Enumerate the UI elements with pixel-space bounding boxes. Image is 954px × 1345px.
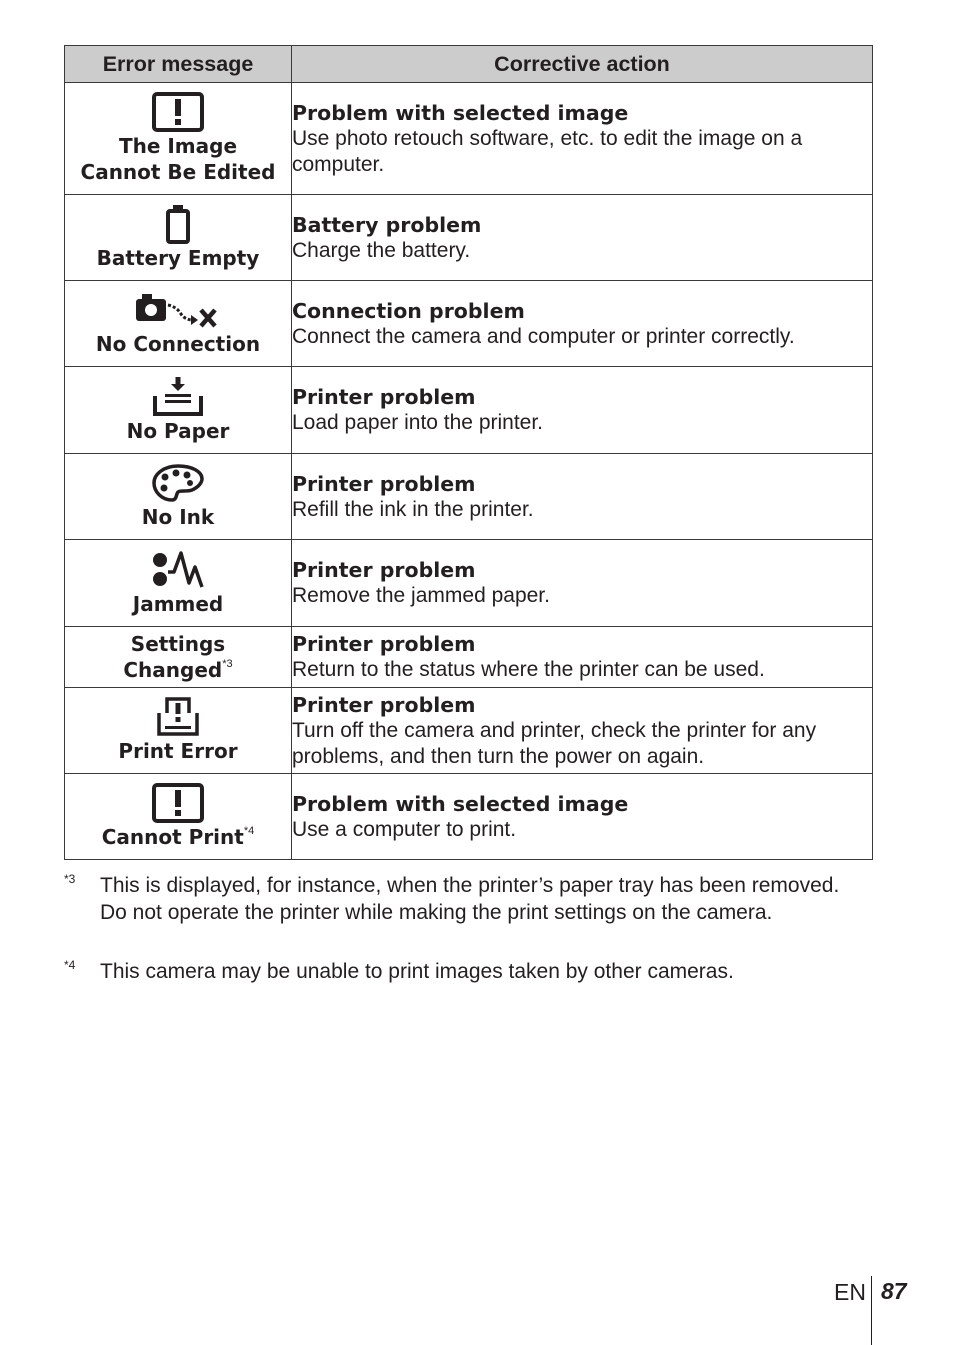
error-message-cell — [65, 688, 292, 774]
error-message-text: Changed — [123, 658, 223, 682]
table-row — [65, 540, 873, 627]
footnote-text: This camera may be unable to print images taken by other cameras. — [100, 960, 734, 983]
error-message-cell — [65, 83, 292, 195]
corrective-action-cell — [292, 83, 873, 195]
corrective-action-cell — [292, 540, 873, 627]
action-text: Turn off the camera and printer, check the printer for any problems, and then turn the power on again. — [292, 718, 817, 768]
table-row — [65, 774, 873, 860]
corrective-action-cell — [292, 367, 873, 454]
footnote — [64, 872, 864, 926]
error-message-line: Jammed — [132, 591, 224, 616]
table-row — [65, 454, 873, 540]
header-error-message: Error message — [65, 46, 292, 83]
error-message-line — [65, 824, 291, 850]
action-title: Printer problem — [292, 692, 476, 717]
corrective-action-cell — [292, 774, 873, 860]
footnote-mark: *4 — [64, 958, 76, 972]
error-message-cell — [65, 627, 292, 688]
action-text: Load paper into the printer. — [292, 411, 544, 434]
error-message-line: Print Error — [118, 739, 238, 763]
footnote-mark: *3 — [64, 872, 76, 886]
printer-error-icon — [156, 697, 200, 737]
footnote-text: This is displayed, for instance, when the printer’s paper tray has been removed. Do not operate the printer while making the print settings on the camera. — [100, 874, 840, 924]
footer-divider — [871, 1276, 872, 1345]
action-text: Connect the camera and computer or printer correctly. — [292, 324, 795, 348]
error-message-cell — [65, 540, 292, 627]
error-message-cell — [65, 774, 292, 860]
footnote-reference: *3 — [222, 658, 233, 670]
exclamation-card-icon — [152, 783, 204, 823]
action-title: Problem with selected image — [292, 791, 629, 816]
corrective-action-cell — [292, 195, 873, 281]
action-text: Charge the battery. — [292, 238, 471, 262]
error-message-line: Cannot Be Edited — [80, 160, 276, 184]
error-message-cell — [65, 454, 292, 540]
error-message-line: No Paper — [126, 418, 230, 443]
table-row — [65, 281, 873, 367]
page-number: 87 — [881, 1278, 907, 1304]
error-message-line — [65, 657, 291, 683]
corrective-action-cell — [292, 688, 873, 774]
footnote — [64, 958, 864, 985]
action-text: Return to the status where the printer can be used. — [292, 658, 765, 681]
table-row — [65, 367, 873, 454]
corrective-action-cell — [292, 627, 873, 688]
table-row — [65, 688, 873, 774]
error-table — [64, 45, 873, 860]
footnote-reference: *4 — [243, 825, 255, 837]
table-row — [65, 83, 873, 195]
action-title: Printer problem — [292, 471, 476, 496]
action-title: Printer problem — [292, 632, 476, 656]
action-title: Printer problem — [292, 558, 476, 582]
corrective-action-cell — [292, 454, 873, 540]
error-message-text: Cannot Print — [101, 825, 244, 849]
error-message-cell — [65, 195, 292, 281]
action-title: Battery problem — [292, 212, 482, 237]
ink-palette-icon — [151, 463, 205, 503]
table-row — [65, 627, 873, 688]
camera-disconnected-icon — [133, 290, 223, 330]
paper-jam-icon — [151, 550, 205, 590]
error-message-line: No Connection — [95, 332, 261, 356]
language-label: EN — [834, 1279, 866, 1305]
action-title: Printer problem — [292, 385, 476, 409]
action-title: Connection problem — [292, 298, 525, 323]
error-message-cell — [65, 281, 292, 367]
action-text: Refill the ink in the printer. — [292, 497, 534, 521]
paper-tray-icon — [152, 377, 204, 417]
action-text: Remove the jammed paper. — [292, 584, 550, 607]
table-header-row — [65, 46, 873, 83]
exclamation-card-icon — [152, 92, 204, 132]
action-title: Problem with selected image — [292, 100, 629, 125]
battery-icon — [165, 204, 191, 244]
error-message-line: No Ink — [141, 505, 215, 529]
table-row — [65, 195, 873, 281]
error-message-line: Battery Empty — [96, 246, 260, 270]
action-text: Use a computer to print. — [292, 817, 517, 841]
error-message-line: Settings — [130, 632, 226, 656]
header-corrective-action: Corrective action — [292, 46, 873, 83]
action-text: Use photo retouch software, etc. to edit the image on a computer. — [292, 126, 803, 176]
error-message-line: The Image — [118, 134, 238, 158]
error-message-cell — [65, 367, 292, 454]
page-footer — [834, 1276, 944, 1345]
corrective-action-cell — [292, 281, 873, 367]
